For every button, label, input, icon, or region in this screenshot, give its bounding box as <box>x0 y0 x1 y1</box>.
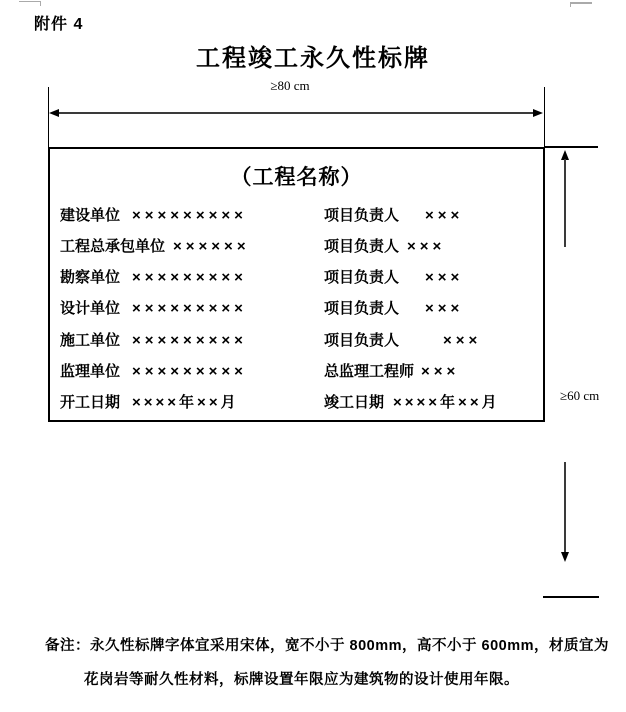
row-value-2: ××× <box>443 332 482 349</box>
row-value-2: ××××年××月 <box>393 394 500 411</box>
row-value-2: ××× <box>425 300 464 317</box>
corner-mark-right <box>570 2 592 4</box>
sign-row-construction-contractor <box>60 332 482 350</box>
row-label-2: 项目负责人 <box>324 332 400 349</box>
row-label: 开工日期 <box>60 394 121 411</box>
height-dimension-label: ≥60 cm <box>560 388 600 403</box>
sign-row-dates <box>60 394 500 412</box>
arrow-right-icon <box>533 109 543 117</box>
sign-rows <box>50 149 543 420</box>
height-dimension-upper-line <box>564 159 566 247</box>
row-label: 工程总承包单位 <box>60 238 166 255</box>
row-value-2: ××× <box>421 363 460 380</box>
arrow-down-icon <box>561 552 569 562</box>
note-line-1: 备注：永久性标牌字体宜采用宋体，宽不小于 800mm，高不小于 600mm，材质宜为 <box>45 638 610 654</box>
sign-board <box>48 147 545 422</box>
sign-row-survey-unit <box>60 269 464 287</box>
row-label-2: 项目负责人 <box>324 238 400 255</box>
row-label-2: 项目负责人 <box>324 269 400 286</box>
sign-row-construction-unit <box>60 207 464 225</box>
corner-mark-right-tick <box>570 2 571 7</box>
row-label: 设计单位 <box>60 300 121 317</box>
sign-row-design-unit <box>60 300 464 318</box>
row-value: ××××××××× <box>132 300 247 317</box>
attachment-label: 附件 4 <box>34 16 84 33</box>
row-label-2: 项目负责人 <box>324 300 400 317</box>
corner-mark-left-tick <box>40 1 41 6</box>
row-value: ××××××××× <box>132 332 247 349</box>
width-dimension-label: ≥80 cm <box>270 78 310 93</box>
sign-row-supervision-unit <box>60 363 460 381</box>
width-dimension-right-tick <box>544 87 545 147</box>
row-label: 施工单位 <box>60 332 121 349</box>
row-label: 监理单位 <box>60 363 121 380</box>
row-value: ×××××× <box>173 238 250 255</box>
note-line-2: 花岗岩等耐久性材料，标牌设置年限应为建筑物的设计使用年限。 <box>84 672 519 688</box>
width-dimension-line <box>53 112 538 114</box>
row-label-2: 总监理工程师 <box>324 363 415 380</box>
width-dimension-left-tick <box>48 87 49 147</box>
row-label: 勘察单位 <box>60 269 121 286</box>
row-value: ××××××××× <box>132 269 247 286</box>
page-title: 工程竣工永久性标牌 <box>196 45 430 72</box>
row-label-2: 竣工日期 <box>324 394 385 411</box>
row-label: 建设单位 <box>60 207 121 224</box>
row-value-2: ××× <box>425 269 464 286</box>
height-dimension-lower-line <box>564 462 566 553</box>
row-value-2: ××× <box>407 238 446 255</box>
sign-row-general-contractor <box>60 238 446 256</box>
row-value: ××××××××× <box>132 363 247 380</box>
row-label-2: 项目负责人 <box>324 207 400 224</box>
height-dimension-top-tick <box>544 146 598 148</box>
arrow-left-icon <box>49 109 59 117</box>
project-name-placeholder: （工程名称） <box>230 166 363 189</box>
row-value-2: ××× <box>425 207 464 224</box>
row-value: ××××年××月 <box>132 394 239 411</box>
row-value: ××××××××× <box>132 207 247 224</box>
height-dimension-bottom-tick <box>543 596 599 598</box>
corner-mark-left <box>19 1 41 2</box>
